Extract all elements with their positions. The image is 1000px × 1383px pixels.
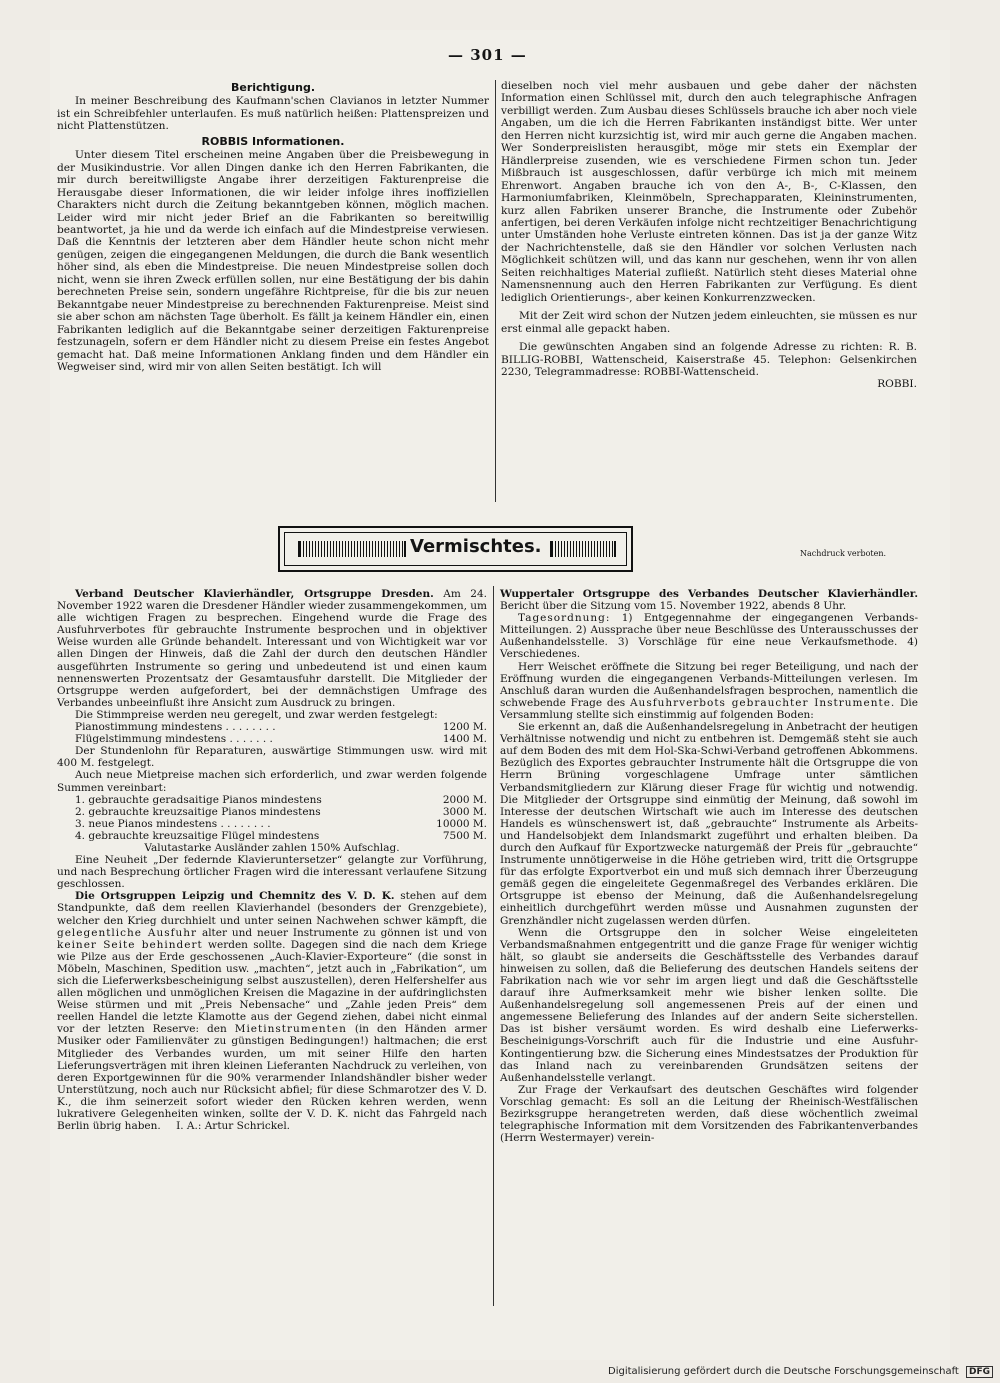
robbis-paragraph-2: Mit der Zeit wird schon der Nutzen jedem einleuchten, sie müssen es nur erst einmal alle gepackt haben. — [501, 310, 917, 335]
wuppertal-lead: Wuppertaler Ortsgruppe des Verbandes Deutscher Klavierhändler. — [500, 588, 918, 600]
leipzig-signature: I. A.: Artur Schrickel. — [176, 1120, 291, 1133]
dresden-paragraph-3: Der Stundenlohn für Reparaturen, auswärtige Stimmungen usw. wird mit 400 M. festgelegt. — [57, 745, 487, 770]
stimm-label: Flügelstimmung mindestens . . . . . . . — [75, 733, 273, 746]
section-title: Vermischtes. — [410, 536, 542, 557]
wuppertal-paragraph-1a: Herr Weischet eröffnete die Sitzung bei reger Beteiligung, und nach der Eröffnung wurden die eingegangenen Verbands-Mitteilungen verlesen. Im Anschluß daran wurden die Außenhandelsfragen besprochen, namentlich die schwebende Frage des — [500, 660, 918, 709]
miet-value: 3000 M. — [442, 805, 487, 818]
upper-right-column — [501, 80, 917, 391]
robbis-title: ROBBIS Informationen. — [201, 134, 345, 148]
banner-ornament-left — [298, 541, 406, 557]
miet-row — [57, 794, 487, 806]
miet-label: 1. gebrauchte geradsaitige Pianos mindestens — [75, 793, 322, 806]
leipzig-text-3: werden sollte. Dagegen sind die nach dem Kriege wie Pilze aus der Erde geschossenen „Auch-Klavier-Exporteure“ (die sonst in Möbeln, Maschinen, Spedition usw. „machten“, jetzt auch in „Fabrikation“, um sich die Lieferwerksbescheinigung selbst auszustellen), deren Helfershelfer aus allen möglichen und unmöglichen Kreisen die Magazine in der aufdringlichsten Weise stürmen und mit „Preis Nebensache“ und „Zahle jeden Preis“ dem reellen Handel die letzte Klamotte aus der Gegend ziehen, dabei nicht einmal vor der letzten Reserve: den — [57, 938, 488, 1036]
digitization-credit — [608, 1366, 993, 1378]
berichtigung-text: In meiner Beschreibung des Kaufmann'schen Clavianos in letzter Nummer ist ein Schreibfehler unterlaufen. Es muß natürlich heißen: Plattenspreizen und nicht Plattenstützen. — [57, 95, 489, 133]
upper-left-column — [57, 80, 489, 373]
stimm-value: 1200 M. — [442, 721, 487, 734]
wuppertal-paragraph-2: Sie erkennt an, daß die Außenhandelsregelung in Anbetracht der heutigen Verhältnisse notwendig und nicht zu entbehren ist. Demgemäß steht sie auch auf dem Boden des mit dem Hol-Ska-Schwi-Verband getroffenen Abkommens. Bezüglich des Exportes gebrauchter Instrumente hält die Ortsgruppe die von Herrn Brüning vorgeschlagene Umfrage unter sämtlichen Verbandsmitgliedern zur Klärung dieser Frage für wichtig und notwendig. Die Mitglieder der Ortsgruppe sind einmütig der Meinung, daß sowohl im Interesse der deutschen Wirtschaft wie auch im Interesse des deutschen Handels es wünschenswert ist, daß „gebrauchte“ Instrumente als Arbeits- und Handelsobjekt dem Inlandsmarkt zugeführt und erhalten bleiben. Da durch den Aufkauf für Exportzwecke naturgemäß der Preis für „gebrauchte“ Instrumente unnötigerweise in die Höhe getrieben wird, tritt die Ortsgruppe für das erfolgte Exportverbot ein und muß sich demnach ihrer Überzeugung gemäß gegen die eingeleitete Gegenmaßregel des Verbandes erklären. Die Ortsgruppe ist ebenso der Meinung, daß die Außenhandelsregelung einheitlich durchgeführt werden müsse und Ausnahmen zugunsten der Grenzhändler nicht zugelassen werden dürfen. — [500, 721, 918, 927]
miet-label: 3. neue Pianos mindestens . . . . . . . . — [75, 817, 271, 830]
lower-right-column — [500, 588, 918, 1144]
wuppertal-intro: Bericht über die Sitzung vom 15. November 1922, abends 8 Uhr. — [500, 600, 847, 613]
wuppertal-emphasis: Ausfuhrverbots gebrauchter Instrumente. — [629, 696, 896, 709]
section-banner — [278, 526, 633, 572]
valuta-note: Valutastarke Ausländer zahlen 150% Aufschlag. — [144, 841, 400, 854]
robbis-paragraph-3: Die gewünschten Angaben sind an folgende Adresse zu richten: R. B. BILLIG-ROBBI, Wattenscheid, Kaiserstraße 45. Telephon: Gelsenkirchen 2230, Telegrammadresse: ROBBI-Wattenscheid. — [501, 341, 917, 378]
lower-left-column — [57, 588, 487, 1132]
miet-value: 7500 M. — [442, 829, 487, 842]
dresden-lead: Verband Deutscher Klavierhändler, Ortsgruppe Dresden. — [75, 588, 434, 600]
robbis-signature: ROBBI. — [877, 378, 917, 391]
miet-row — [57, 830, 487, 842]
leipzig-text-4: (in den Händen armer Musiker oder Familienväter zu günstigen Bedingungen!) haltmachen; die erst Mitglieder des Verbandes wurden, um mit seiner Hilfe den harten Lieferungsverträgen mit ihren kleinen Lieferanten Nachdruck zu verleihen, von deren Exportgewinnen für die 90% verarmender Inlandshändler bisher weder Unterstützung, noch auch nur Rücksicht abfiel; für diese Schmarotzer des V. D. K., die ihm seinerzeit sofort wieder den Rücken kehren werden, wenn lukrativere Gelegenheiten winken, sollte der V. D. K. nicht das Fahrgeld nach Berlin übrig haben. — [57, 1023, 487, 1133]
dresden-paragraph-2: Die Stimmpreise werden neu geregelt, und zwar werden festgelegt: — [75, 708, 438, 721]
robbis-paragraph-1: Unter diesem Titel erscheinen meine Angaben über die Preisbewegung in der Musikindustrie. Vor allen Dingen danke ich den Herren Fabrikanten, die mir durch bereitwilligste Angabe ihrer derzeitigen Fakturenpreise die Herausgabe dieser Informationen, die wir leider infolge ihres inoffiziellen Charakters nicht durch die Zeitung bekanntgeben können, möglich machen. Leider wird mir nicht jeder Brief an die Fabrikanten so bereitwillig beantwortet, ja hie und da werde ich einfach auf die Mindestpreise verwiesen. Daß die Kenntnis der letzteren aber dem Händler heute schon nicht mehr genügen, zeigen die eingegangenen Meldungen, die durch die Bank wesentlich höher sind, als eben die Mindestpreise. Die neuen Mindestpreise sollen doch nicht, wenn sie ihren Zweck erfüllen sollen, nur eine Bestätigung der bis dahin berechneten Preise sein, sondern ungefähre Richtpreise, für die bis zur neuen Bekanntgabe neuer Mindestpreise zu berechnenden Fakturenpreise. Meist sind sie aber schon am nächsten Tage überholt. Es fällt ja keinem Händler ein, einen Fabrikanten lediglich auf die Bekanntgabe seiner derzeitigen Fakturenpreise festzunageln, sofern er dem Händler nicht zu diesem Preise ein festes Angebot gemacht hat. Daß meine Informationen Anklang finden und dem Händler ein Wegweiser sind, wird mir von allen Seiten bestätigt. Ich will — [57, 149, 489, 373]
leipzig-text-1: stehen auf dem Standpunkte, daß dem reellen Klavierhandel (besonders der Grenzgebiete), welcher den Krieg durchhielt und unter seinen Nachwehen schwer kämpft, die — [57, 890, 487, 927]
stimm-row — [57, 733, 487, 745]
miet-value: 2000 M. — [442, 793, 487, 806]
stimm-label: Pianostimmung mindestens . . . . . . . . — [75, 721, 276, 734]
wuppertal-paragraph-3: Wenn die Ortsgruppe den in solcher Weise eingeleiteten Verbandsmaßnahmen entgegentritt und die ganze Frage für weniger wichtig hält, so glaubt sie anderseits die Geschäftsstelle des Verbandes darauf hinweisen zu sollen, daß die Belieferung des deutschen Handels seitens der Fabrikation nach wie vor sehr im argen liegt und daß die Geschäftsstelle darauf ihre Aufmerksamkeit mehr wie bisher lenken sollte. Die Außenhandelsregelung soll angemessenen Preis auf der einen und angemessene Belieferung des Inlandes auf der andern Seite sicherstellen. Das ist bisher versäumt worden. Es wird deshalb eine Lieferwerks-Bescheinigungs-Vorschrift auch für die Industrie und eine Ausfuhr-Kontingentierung bzw. die Sicherung eines Mindestsatzes der Produktion für das Inland nach zu vereinbarenden Grundsätzen seitens der Außenhandelsstelle verlangt. — [500, 926, 918, 1084]
agenda-text: 1) Entgegennahme der eingegangenen Verbands-Mitteilungen. 2) Aussprache über neue Beschlüsse des Unterausschusses der Außenhandelsstelle. 3) Vorschläge für eine neue Verkaufsmethode. 4) Verschiedenes. — [500, 612, 918, 661]
dresden-paragraph-1: Am 24. November 1922 waren die Dresdener Händler wieder zusammengekommen, um alle wichtigen Fragen zu besprechen. Eingehend wurde die Frage des Ausfuhrverbotes für gebrauchte Instrumente besprochen und in objektiver Weise wurden alle Gründe behandelt. Interessant und von Wichtigkeit war vor allen Dingen der Hinweis, daß die Zahl der durch den deutschen Händler ausgeführten Instrumente so gering und unbedeutend ist und einen kaum nennenswerten Prozentsatz der Gesamtausfuhr darstellt. Die Mitglieder der Ortsgruppe werden aufgefordert, bei der demnächstigen Umfrage des Verbandes unbeeinflußt ihre Ansicht zum Ausdruck zu bringen. — [57, 588, 487, 709]
leipzig-text-2: alter und neuer Instrumente zu gönnen ist und von — [201, 926, 487, 939]
lower-column-rule — [493, 586, 494, 1306]
miet-row — [57, 818, 487, 830]
leipzig-lead: Die Ortsgruppen Leipzig und Chemnitz des V. D. K. — [75, 890, 395, 903]
dresden-paragraph-4: Auch neue Mietpreise machen sich erforderlich, und zwar werden folgende Summen vereinbart: — [57, 769, 487, 794]
robbis-paragraph-1-cont: dieselben noch viel mehr ausbauen und gebe daher der nächsten Information einen Schlüssel mit, durch den auch telegraphische Anfragen verbilligt werden. Zum Ausbau dieses Schlüssels brauche ich aber noch viele Angaben, um die ich die Herren Fabrikanten inständigst bitte. Wer unter den Herren nicht kurzsichtig ist, wird mir auch gerne die Angaben machen. Wer Sonderpreislisten herausgibt, möge mir stets ein Exemplar der Händlerpreise zusenden, wie es verschiedene Firmen schon tun. Jeder Mißbrauch ist ausgeschlossen, dafür verbürge ich mich mit meinem Ehrenwort. Angaben brauche ich von den A-, B-, C-Klassen, den Harmoniumfabriken, Kleinmöbeln, Sprechapparaten, Kleininstrumenten, kurz allen Fabriken unserer Branche, die Instrumente oder Zubehör anfertigen, bei deren Verkäufen infolge nicht rechtzeitiger Benachrichtigung unter Umständen hohe Verluste eintreten können. Das ist ja der ganze Witz der Nachrichtenstelle, daß sie den Händler vor solchen Verlusten nach Möglichkeit schützen will, und das kann nur geschehen, wenn ihr von allen Seiten reichhaltiges Material zufließt. Natürlich steht dieses Material ohne Namensnennung auch den Herren Fabrikanten zur Verfügung. Es dient lediglich Orientierungs-, aber keinen Konkurrenzzwecken. — [501, 80, 917, 304]
miet-label: 4. gebrauchte kreuzsaitige Flügel mindestens — [75, 829, 320, 842]
page-number: — 301 — — [448, 46, 527, 64]
leipzig-emphasis-3: Mietinstrumenten — [234, 1023, 347, 1036]
dfg-logo: DFG — [966, 1366, 993, 1378]
leipzig-emphasis-1: gelegentliche Ausfuhr — [57, 926, 198, 939]
banner-ornament-right — [550, 541, 616, 557]
miet-row — [57, 806, 487, 818]
miet-value: 10000 M. — [436, 817, 487, 830]
reprint-notice: Nachdruck verboten. — [800, 549, 887, 558]
upper-column-rule — [495, 80, 496, 502]
wuppertal-paragraph-4: Zur Frage der Verkaufsart des deutschen Geschäftes wird folgender Vorschlag gemacht: Es soll an die Leitung der Rheinisch-Westfälischen Bezirksgruppe herangetreten werden, daß diese wöchentlich zweimal telegraphische Information mit dem Vorsitzenden des Fabrikantenverbandes (Herrn Westermayer) verein- — [500, 1083, 918, 1145]
berichtigung-title: Berichtigung. — [230, 81, 315, 94]
wuppertal-paragraph-1b: Die Versammlung stellte sich einstimmig auf folgenden Boden: — [500, 696, 919, 721]
miet-label: 2. gebrauchte kreuzsaitige Pianos mindestens — [75, 805, 321, 818]
leipzig-emphasis-2: keiner Seite behindert — [57, 938, 203, 951]
credit-text: Digitalisierung gefördert durch die Deutsche Forschungsgemeinschaft — [608, 1366, 959, 1377]
stimm-row — [57, 721, 487, 733]
agenda-label: Tagesordnung: — [518, 612, 611, 625]
dresden-paragraph-5: Eine Neuheit „Der federnde Klavieruntersetzer“ gelangte zur Vorführung, und nach Besprechung örtlicher Fragen wird die interessant verlaufene Sitzung geschlossen. — [57, 854, 487, 891]
stimm-value: 1400 M. — [442, 733, 487, 746]
